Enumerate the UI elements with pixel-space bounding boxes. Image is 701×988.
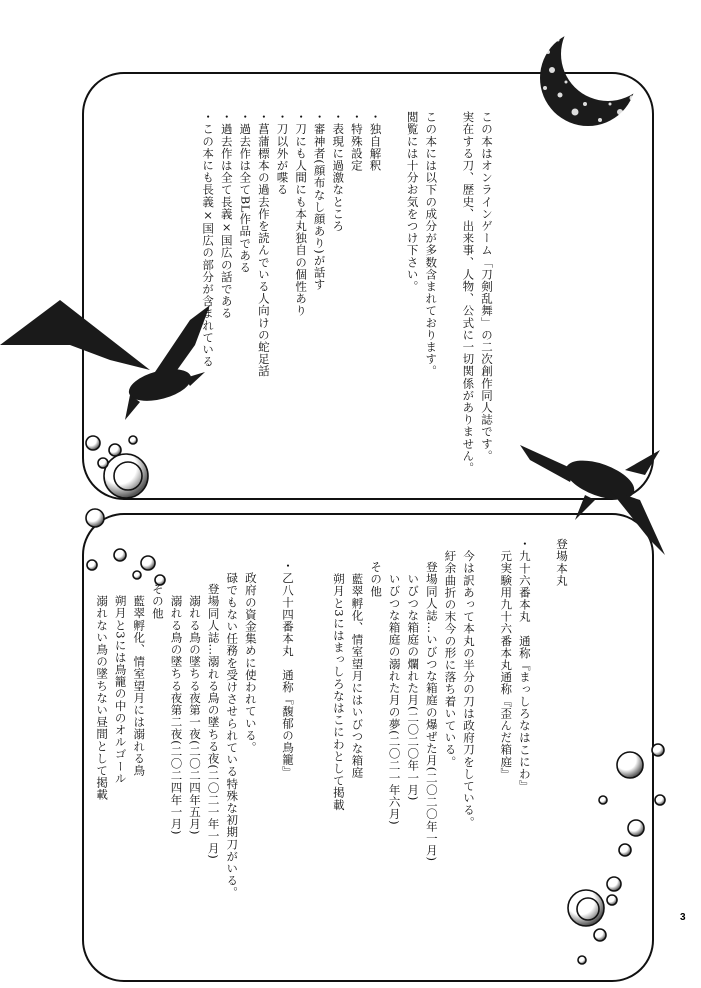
citadel-b-desc: 碌でもない任務を受けさせられている特殊な初期刀がいる。	[225, 571, 240, 899]
citadel-b-works: 溺れる鳥の墜ちる夜第二夜(二〇二四年一月)	[169, 594, 184, 835]
notice-item: ・特殊設定	[349, 111, 364, 172]
citadel-b-other: 藍翠孵化、情室望月には溺れる鳥	[132, 594, 147, 776]
notice-item: ・過去作は全て長義×国広の話である	[219, 111, 234, 320]
citadel-a-desc: 今は訳あって本丸の半分の刀は政府刀をしている。	[462, 549, 477, 828]
citadel-b-other: 溺れない鳥の墜ちない昼間として掲載	[95, 594, 110, 801]
notice-line: この本には以下の成分が多数含まれております。	[424, 111, 439, 378]
notice-item: ・刀以外が喋る	[275, 111, 290, 196]
notice-item: ・菖蒲標本の過去作を読んでいる人向けの蛇足話	[256, 111, 271, 378]
notice-item: ・刀にも人間にも本丸独自の個性あり	[294, 111, 309, 317]
spacer	[534, 538, 553, 958]
citadel-a-name: ・九十六番本丸 通称『まっしろなはこにわ』	[517, 538, 532, 793]
citadel-a-works: いびつな箱庭の爛れた月(二〇二〇年一月)	[406, 572, 421, 801]
citadel-a-other-label: その他	[369, 561, 384, 598]
bubbles-right-icon	[568, 744, 665, 964]
notice-item: ・審神者(顔布なし顔あり)が話す	[312, 111, 327, 291]
spacer	[440, 111, 459, 471]
citadel-a-other: 藍翠孵化、情室望月にはいびつな箱庭	[350, 572, 365, 779]
crow-left-icon	[0, 300, 210, 420]
notice-item: ・過去作は全てBL作品である	[238, 111, 253, 274]
citadel-b-works: 登場同人誌…溺れる鳥の墜ちる夜(二〇二一年一月)	[206, 583, 221, 860]
notice-item: ・この本にも長義×国広の部分が含まれている	[201, 111, 216, 368]
section-heading: 登場本丸	[555, 538, 569, 587]
citadel-b-name: ・乙八十四番本丸 通称『馥郁の鳥籠』	[281, 560, 295, 778]
citadel-a-works: 登場同人誌…いびつな箱庭の爆ぜた月(二〇二〇年一月)	[424, 561, 439, 862]
page-number: 3	[680, 912, 686, 923]
crescent-moon-icon	[540, 30, 636, 126]
citadel-a-other: 朔月と3にはまっしろなはこにわとして掲載	[331, 572, 346, 811]
spacer	[384, 111, 403, 471]
notice-text	[199, 111, 497, 474]
notice-item: ・独自解釈	[368, 111, 383, 172]
spacer	[260, 560, 279, 960]
notice-line: 閲覧には十分お気をつけ下さい。	[405, 111, 420, 293]
citadel-b-text	[92, 560, 297, 960]
notice-line: この本はオンラインゲーム「刀剣乱舞」の二次創作同人誌です。	[480, 111, 494, 462]
citadel-a-works: いびつな箱庭の溺れた月の夢(二〇二一年六月)	[387, 572, 402, 825]
notice-item: ・表現に過激なところ	[331, 111, 346, 232]
citadel-a-former-name: 元実験用九十六番本丸通称『歪んだ箱庭』	[499, 549, 514, 780]
citadel-b-works: 溺れる鳥の墜ちる夜第一夜(二〇二四年五月)	[188, 594, 203, 835]
citadel-b-other-label: その他	[150, 583, 165, 620]
citadel-a-desc: 紆余曲折の末今の形に落ち着いている。	[443, 549, 458, 768]
citadel-b-desc: 政府の資金集めに使われている。	[243, 571, 258, 753]
citadel-a-text	[329, 538, 571, 958]
citadel-b-other: 朔月と3には鳥籠の中のオルゴール	[113, 594, 128, 784]
notice-line: 実在する刀、歴史、出来事、人物、公式に一切関係がありません。	[461, 111, 476, 474]
spacer	[478, 538, 497, 958]
